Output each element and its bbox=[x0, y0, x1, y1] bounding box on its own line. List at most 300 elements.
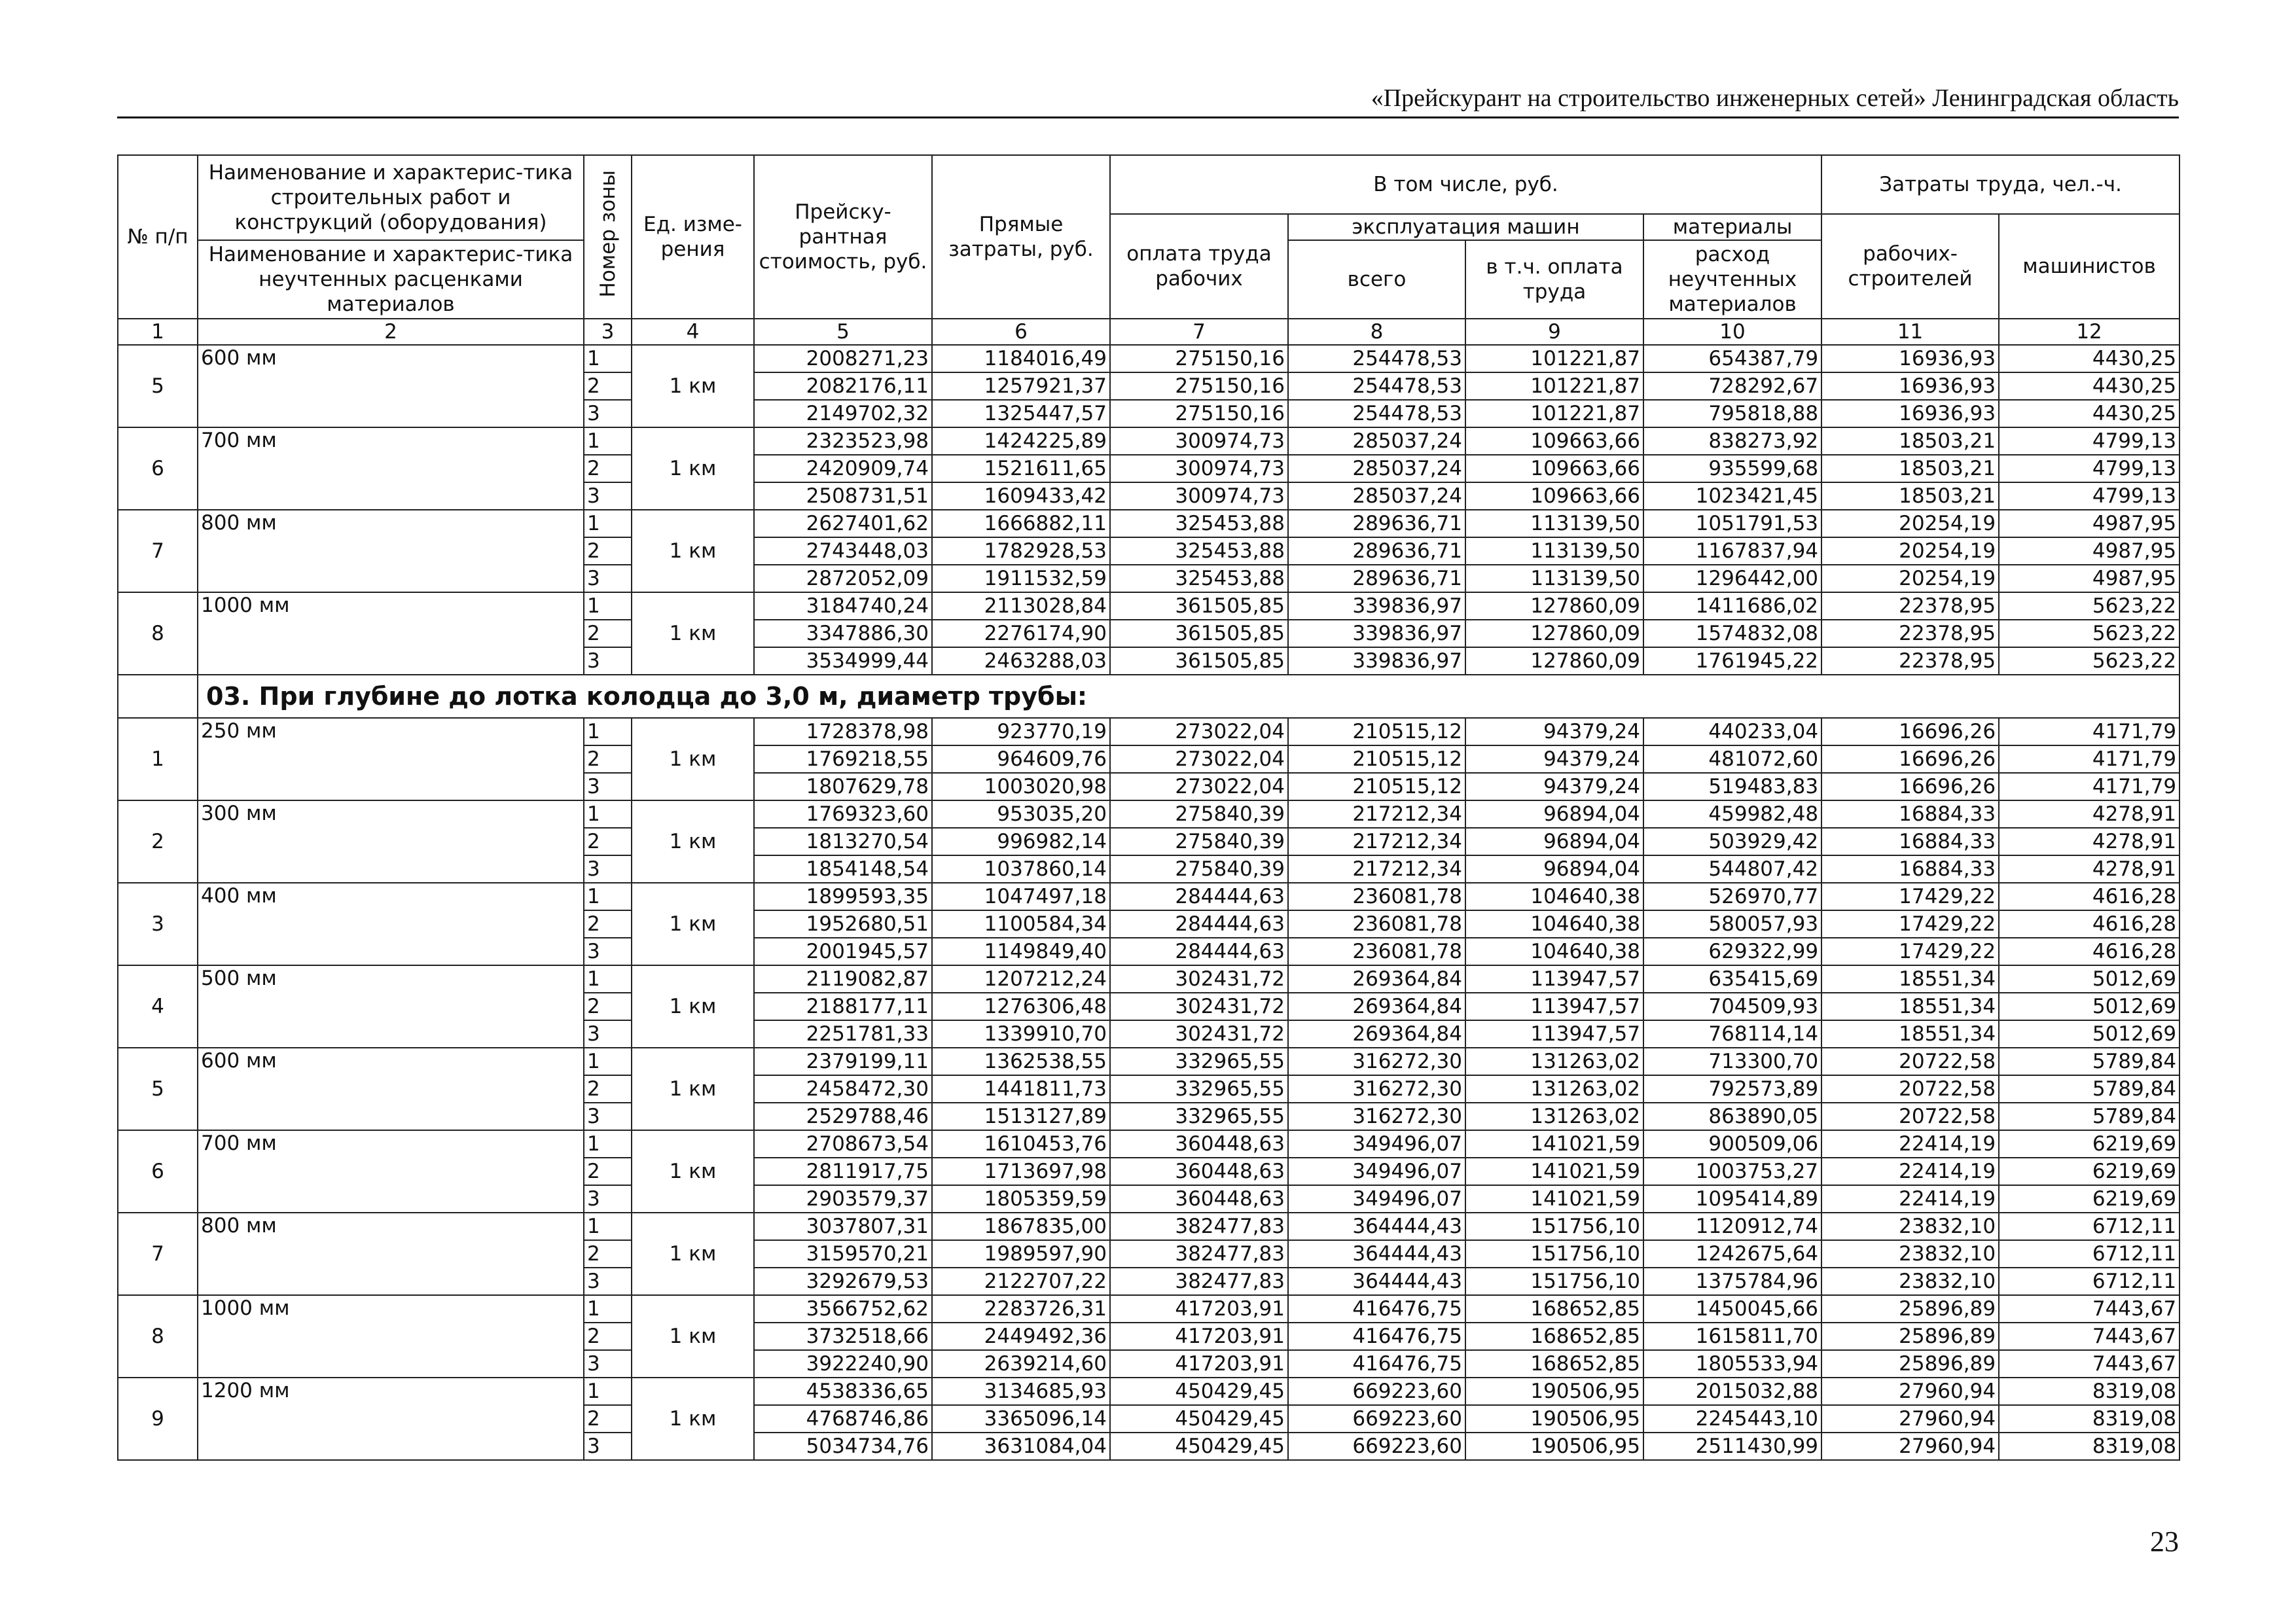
item-name: 250 мм bbox=[198, 718, 584, 800]
price-value: 1899593,35 bbox=[754, 883, 932, 910]
labor-workers-value: 20722,58 bbox=[1821, 1075, 1999, 1103]
wages-value: 450429,45 bbox=[1110, 1433, 1288, 1460]
price-value: 2508731,51 bbox=[754, 482, 932, 510]
machines-wages-value: 109663,66 bbox=[1465, 482, 1643, 510]
direct-cost-value: 3631084,04 bbox=[932, 1433, 1110, 1460]
zone-number: 3 bbox=[584, 938, 632, 965]
labor-machinists-value: 6712,11 bbox=[1999, 1240, 2179, 1268]
labor-machinists-value: 6219,69 bbox=[1999, 1158, 2179, 1185]
wages-value: 325453,88 bbox=[1110, 510, 1288, 537]
price-value: 1854148,54 bbox=[754, 855, 932, 883]
price-value: 1769218,55 bbox=[754, 745, 932, 773]
machines-wages-value: 127860,09 bbox=[1465, 647, 1643, 675]
machines-wages-value: 104640,38 bbox=[1465, 938, 1643, 965]
direct-cost-value: 1513127,89 bbox=[932, 1103, 1110, 1130]
machines-wages-value: 190506,95 bbox=[1465, 1405, 1643, 1433]
item-name: 700 мм bbox=[198, 1130, 584, 1213]
materials-value: 440233,04 bbox=[1643, 718, 1821, 745]
machines-total-value: 364444,43 bbox=[1288, 1240, 1465, 1268]
direct-cost-value: 2463288,03 bbox=[932, 647, 1110, 675]
zone-number: 3 bbox=[584, 1103, 632, 1130]
labor-workers-value: 27960,94 bbox=[1821, 1405, 1999, 1433]
unit-label: 1 км bbox=[632, 965, 754, 1048]
labor-machinists-value: 4171,79 bbox=[1999, 745, 2179, 773]
machines-wages-value: 168652,85 bbox=[1465, 1323, 1643, 1350]
labor-machinists-value: 4799,13 bbox=[1999, 427, 2179, 455]
direct-cost-value: 2283726,31 bbox=[932, 1295, 1110, 1323]
header-machines-wages: в т.ч. оплата труда bbox=[1465, 240, 1643, 319]
header-rule bbox=[117, 116, 2179, 118]
machines-total-value: 269364,84 bbox=[1288, 965, 1465, 993]
direct-cost-value: 1362538,55 bbox=[932, 1048, 1110, 1075]
machines-wages-value: 141021,59 bbox=[1465, 1185, 1643, 1213]
zone-number: 3 bbox=[584, 1350, 632, 1378]
machines-total-value: 217212,34 bbox=[1288, 800, 1465, 828]
direct-cost-value: 1207212,24 bbox=[932, 965, 1110, 993]
labor-workers-value: 23832,10 bbox=[1821, 1240, 1999, 1268]
table-row bbox=[118, 1378, 2179, 1405]
materials-value: 503929,42 bbox=[1643, 828, 1821, 855]
materials-value: 728292,67 bbox=[1643, 372, 1821, 400]
direct-cost-value: 1441811,73 bbox=[932, 1075, 1110, 1103]
header-labor-workers: рабочих-строителей bbox=[1821, 214, 1999, 319]
price-value: 2903579,37 bbox=[754, 1185, 932, 1213]
header-incl: В том числе, руб. bbox=[1110, 155, 1821, 214]
machines-wages-value: 113139,50 bbox=[1465, 565, 1643, 592]
direct-cost-value: 1100584,34 bbox=[932, 910, 1110, 938]
direct-cost-value: 996982,14 bbox=[932, 828, 1110, 855]
direct-cost-value: 1911532,59 bbox=[932, 565, 1110, 592]
materials-value: 1296442,00 bbox=[1643, 565, 1821, 592]
materials-value: 519483,83 bbox=[1643, 773, 1821, 800]
materials-value: 635415,69 bbox=[1643, 965, 1821, 993]
wages-value: 284444,63 bbox=[1110, 910, 1288, 938]
row-index: 9 bbox=[118, 1378, 198, 1460]
price-value: 2529788,46 bbox=[754, 1103, 932, 1130]
wages-value: 275150,16 bbox=[1110, 400, 1288, 427]
materials-value: 2015032,88 bbox=[1643, 1378, 1821, 1405]
section-row bbox=[118, 675, 2179, 718]
materials-value: 1023421,45 bbox=[1643, 482, 1821, 510]
labor-workers-value: 25896,89 bbox=[1821, 1295, 1999, 1323]
labor-workers-value: 18503,21 bbox=[1821, 482, 1999, 510]
labor-workers-value: 16884,33 bbox=[1821, 800, 1999, 828]
col-number: 2 bbox=[198, 319, 584, 345]
machines-wages-value: 151756,10 bbox=[1465, 1213, 1643, 1240]
zone-number: 1 bbox=[584, 1378, 632, 1405]
header-name-top: Наименование и характерис-тика строительных работ и конструкций (оборудования) bbox=[198, 155, 584, 240]
unit-label: 1 км bbox=[632, 800, 754, 883]
labor-workers-value: 17429,22 bbox=[1821, 883, 1999, 910]
labor-workers-value: 27960,94 bbox=[1821, 1433, 1999, 1460]
price-value: 2811917,75 bbox=[754, 1158, 932, 1185]
machines-wages-value: 127860,09 bbox=[1465, 592, 1643, 620]
machines-total-value: 217212,34 bbox=[1288, 855, 1465, 883]
col-number: 9 bbox=[1465, 319, 1643, 345]
materials-value: 1761945,22 bbox=[1643, 647, 1821, 675]
row-index: 7 bbox=[118, 510, 198, 592]
machines-wages-value: 94379,24 bbox=[1465, 773, 1643, 800]
direct-cost-value: 953035,20 bbox=[932, 800, 1110, 828]
machines-wages-value: 113947,57 bbox=[1465, 965, 1643, 993]
zone-number: 1 bbox=[584, 800, 632, 828]
labor-workers-value: 25896,89 bbox=[1821, 1323, 1999, 1350]
machines-wages-value: 141021,59 bbox=[1465, 1158, 1643, 1185]
zone-number: 2 bbox=[584, 745, 632, 773]
item-name: 300 мм bbox=[198, 800, 584, 883]
item-name: 1000 мм bbox=[198, 1295, 584, 1378]
direct-cost-value: 1003020,98 bbox=[932, 773, 1110, 800]
table-body bbox=[118, 345, 2179, 1460]
labor-workers-value: 22414,19 bbox=[1821, 1158, 1999, 1185]
machines-total-value: 349496,07 bbox=[1288, 1130, 1465, 1158]
machines-total-value: 364444,43 bbox=[1288, 1268, 1465, 1295]
materials-value: 795818,88 bbox=[1643, 400, 1821, 427]
machines-total-value: 289636,71 bbox=[1288, 510, 1465, 537]
wages-value: 450429,45 bbox=[1110, 1405, 1288, 1433]
direct-cost-value: 1867835,00 bbox=[932, 1213, 1110, 1240]
row-index: 6 bbox=[118, 1130, 198, 1213]
materials-value: 1574832,08 bbox=[1643, 620, 1821, 647]
direct-cost-value: 1713697,98 bbox=[932, 1158, 1110, 1185]
direct-cost-value: 1782928,53 bbox=[932, 537, 1110, 565]
labor-workers-value: 16936,93 bbox=[1821, 400, 1999, 427]
col-number: 3 bbox=[584, 319, 632, 345]
item-name: 700 мм bbox=[198, 427, 584, 510]
labor-machinists-value: 5789,84 bbox=[1999, 1103, 2179, 1130]
zone-number: 1 bbox=[584, 345, 632, 372]
labor-machinists-value: 6712,11 bbox=[1999, 1213, 2179, 1240]
table-row bbox=[118, 1130, 2179, 1158]
machines-total-value: 669223,60 bbox=[1288, 1405, 1465, 1433]
table-row bbox=[118, 1213, 2179, 1240]
price-value: 2420909,74 bbox=[754, 455, 932, 482]
zone-number: 2 bbox=[584, 1240, 632, 1268]
machines-total-value: 210515,12 bbox=[1288, 718, 1465, 745]
header-labor: Затраты труда, чел.-ч. bbox=[1821, 155, 2179, 214]
machines-wages-value: 190506,95 bbox=[1465, 1433, 1643, 1460]
price-value: 2251781,33 bbox=[754, 1020, 932, 1048]
zone-number: 3 bbox=[584, 1020, 632, 1048]
price-value: 2008271,23 bbox=[754, 345, 932, 372]
machines-wages-value: 168652,85 bbox=[1465, 1295, 1643, 1323]
wages-value: 361505,85 bbox=[1110, 647, 1288, 675]
labor-machinists-value: 4799,13 bbox=[1999, 482, 2179, 510]
row-index: 3 bbox=[118, 883, 198, 965]
unit-label: 1 км bbox=[632, 592, 754, 675]
zone-number: 3 bbox=[584, 482, 632, 510]
header-materials-unacc: расход неучтенных материалов bbox=[1643, 240, 1821, 319]
price-value: 2743448,03 bbox=[754, 537, 932, 565]
materials-value: 1242675,64 bbox=[1643, 1240, 1821, 1268]
direct-cost-value: 1805359,59 bbox=[932, 1185, 1110, 1213]
wages-value: 275840,39 bbox=[1110, 828, 1288, 855]
wages-value: 382477,83 bbox=[1110, 1240, 1288, 1268]
direct-cost-value: 1609433,42 bbox=[932, 482, 1110, 510]
unit-label: 1 км bbox=[632, 510, 754, 592]
wages-value: 361505,85 bbox=[1110, 592, 1288, 620]
machines-total-value: 316272,30 bbox=[1288, 1103, 1465, 1130]
machines-wages-value: 94379,24 bbox=[1465, 745, 1643, 773]
direct-cost-value: 3134685,93 bbox=[932, 1378, 1110, 1405]
direct-cost-value: 1424225,89 bbox=[932, 427, 1110, 455]
header-price: Прейску-рантная стоимость, руб. bbox=[754, 155, 932, 319]
price-value: 2188177,11 bbox=[754, 993, 932, 1020]
direct-cost-value: 923770,19 bbox=[932, 718, 1110, 745]
wages-value: 417203,91 bbox=[1110, 1350, 1288, 1378]
wages-value: 275150,16 bbox=[1110, 345, 1288, 372]
materials-value: 1411686,02 bbox=[1643, 592, 1821, 620]
row-index: 7 bbox=[118, 1213, 198, 1295]
item-name: 500 мм bbox=[198, 965, 584, 1048]
item-name: 1000 мм bbox=[198, 592, 584, 675]
col-number: 1 bbox=[118, 319, 198, 345]
machines-total-value: 285037,24 bbox=[1288, 455, 1465, 482]
zone-number: 3 bbox=[584, 855, 632, 883]
col-number: 10 bbox=[1643, 319, 1821, 345]
table-row bbox=[118, 718, 2179, 745]
wages-value: 273022,04 bbox=[1110, 773, 1288, 800]
wages-value: 450429,45 bbox=[1110, 1378, 1288, 1405]
zone-number: 2 bbox=[584, 537, 632, 565]
materials-value: 2245443,10 bbox=[1643, 1405, 1821, 1433]
direct-cost-value: 1276306,48 bbox=[932, 993, 1110, 1020]
machines-total-value: 669223,60 bbox=[1288, 1378, 1465, 1405]
header-wages: оплата труда рабочих bbox=[1110, 214, 1288, 319]
labor-workers-value: 20722,58 bbox=[1821, 1103, 1999, 1130]
price-value: 3347886,30 bbox=[754, 620, 932, 647]
row-index: 8 bbox=[118, 1295, 198, 1378]
zone-number: 3 bbox=[584, 565, 632, 592]
labor-workers-value: 18551,34 bbox=[1821, 1020, 1999, 1048]
table-row bbox=[118, 427, 2179, 455]
running-header: «Прейскурант на строительство инженерных сетей» Ленинградская область bbox=[1371, 84, 2179, 112]
machines-total-value: 254478,53 bbox=[1288, 400, 1465, 427]
row-index: 6 bbox=[118, 427, 198, 510]
unit-label: 1 км bbox=[632, 1213, 754, 1295]
zone-number: 1 bbox=[584, 592, 632, 620]
labor-workers-value: 16884,33 bbox=[1821, 828, 1999, 855]
labor-machinists-value: 4430,25 bbox=[1999, 372, 2179, 400]
labor-machinists-value: 5012,69 bbox=[1999, 993, 2179, 1020]
direct-cost-value: 2113028,84 bbox=[932, 592, 1110, 620]
machines-total-value: 217212,34 bbox=[1288, 828, 1465, 855]
direct-cost-value: 964609,76 bbox=[932, 745, 1110, 773]
wages-value: 275150,16 bbox=[1110, 372, 1288, 400]
wages-value: 273022,04 bbox=[1110, 718, 1288, 745]
unit-label: 1 км bbox=[632, 883, 754, 965]
labor-workers-value: 17429,22 bbox=[1821, 910, 1999, 938]
machines-total-value: 210515,12 bbox=[1288, 745, 1465, 773]
materials-value: 481072,60 bbox=[1643, 745, 1821, 773]
materials-value: 900509,06 bbox=[1643, 1130, 1821, 1158]
machines-total-value: 254478,53 bbox=[1288, 345, 1465, 372]
labor-machinists-value: 4987,95 bbox=[1999, 565, 2179, 592]
labor-machinists-value: 4278,91 bbox=[1999, 855, 2179, 883]
labor-workers-value: 20254,19 bbox=[1821, 510, 1999, 537]
direct-cost-value: 2276174,90 bbox=[932, 620, 1110, 647]
labor-machinists-value: 5012,69 bbox=[1999, 965, 2179, 993]
item-name: 600 мм bbox=[198, 1048, 584, 1130]
row-index: 8 bbox=[118, 592, 198, 675]
machines-total-value: 316272,30 bbox=[1288, 1075, 1465, 1103]
wages-value: 273022,04 bbox=[1110, 745, 1288, 773]
table-row bbox=[118, 1295, 2179, 1323]
machines-wages-value: 151756,10 bbox=[1465, 1268, 1643, 1295]
price-value: 1728378,98 bbox=[754, 718, 932, 745]
labor-machinists-value: 5623,22 bbox=[1999, 620, 2179, 647]
labor-machinists-value: 4987,95 bbox=[1999, 537, 2179, 565]
machines-total-value: 364444,43 bbox=[1288, 1213, 1465, 1240]
section-spacer bbox=[118, 675, 198, 718]
labor-machinists-value: 8319,08 bbox=[1999, 1378, 2179, 1405]
item-name: 1200 мм bbox=[198, 1378, 584, 1460]
labor-workers-value: 20254,19 bbox=[1821, 565, 1999, 592]
direct-cost-value: 1521611,65 bbox=[932, 455, 1110, 482]
labor-workers-value: 22414,19 bbox=[1821, 1130, 1999, 1158]
materials-value: 1120912,74 bbox=[1643, 1213, 1821, 1240]
materials-value: 1805533,94 bbox=[1643, 1350, 1821, 1378]
labor-machinists-value: 6219,69 bbox=[1999, 1130, 2179, 1158]
machines-wages-value: 104640,38 bbox=[1465, 910, 1643, 938]
machines-wages-value: 101221,87 bbox=[1465, 372, 1643, 400]
direct-cost-value: 2449492,36 bbox=[932, 1323, 1110, 1350]
price-value: 1952680,51 bbox=[754, 910, 932, 938]
machines-wages-value: 96894,04 bbox=[1465, 800, 1643, 828]
materials-value: 629322,99 bbox=[1643, 938, 1821, 965]
price-value: 2627401,62 bbox=[754, 510, 932, 537]
materials-value: 768114,14 bbox=[1643, 1020, 1821, 1048]
labor-workers-value: 16884,33 bbox=[1821, 855, 1999, 883]
row-index: 5 bbox=[118, 1048, 198, 1130]
header-direct: Прямые затраты, руб. bbox=[932, 155, 1110, 319]
materials-value: 1615811,70 bbox=[1643, 1323, 1821, 1350]
item-name: 600 мм bbox=[198, 345, 584, 427]
zone-number: 2 bbox=[584, 993, 632, 1020]
machines-total-value: 339836,97 bbox=[1288, 592, 1465, 620]
labor-workers-value: 23832,10 bbox=[1821, 1268, 1999, 1295]
table-row bbox=[118, 965, 2179, 993]
zone-number: 1 bbox=[584, 965, 632, 993]
price-value: 3534999,44 bbox=[754, 647, 932, 675]
machines-wages-value: 96894,04 bbox=[1465, 828, 1643, 855]
header-machines: эксплуатация машин bbox=[1288, 214, 1643, 240]
labor-workers-value: 22378,95 bbox=[1821, 620, 1999, 647]
direct-cost-value: 1037860,14 bbox=[932, 855, 1110, 883]
header-zone-label: Номер зоны bbox=[596, 170, 620, 298]
machines-total-value: 349496,07 bbox=[1288, 1185, 1465, 1213]
materials-value: 526970,77 bbox=[1643, 883, 1821, 910]
price-value: 3292679,53 bbox=[754, 1268, 932, 1295]
wages-value: 417203,91 bbox=[1110, 1295, 1288, 1323]
machines-wages-value: 113139,50 bbox=[1465, 537, 1643, 565]
zone-number: 2 bbox=[584, 828, 632, 855]
unit-label: 1 км bbox=[632, 1378, 754, 1460]
header-name-bottom: Наименование и характерис-тика неучтенных расценками материалов bbox=[198, 240, 584, 319]
machines-wages-value: 104640,38 bbox=[1465, 883, 1643, 910]
machines-total-value: 236081,78 bbox=[1288, 883, 1465, 910]
labor-machinists-value: 4278,91 bbox=[1999, 800, 2179, 828]
table-row bbox=[118, 345, 2179, 372]
machines-wages-value: 109663,66 bbox=[1465, 427, 1643, 455]
unit-label: 1 км bbox=[632, 718, 754, 800]
unit-label: 1 км bbox=[632, 427, 754, 510]
price-value: 3922240,90 bbox=[754, 1350, 932, 1378]
materials-value: 1450045,66 bbox=[1643, 1295, 1821, 1323]
machines-total-value: 416476,75 bbox=[1288, 1350, 1465, 1378]
machines-wages-value: 131263,02 bbox=[1465, 1103, 1643, 1130]
machines-wages-value: 113139,50 bbox=[1465, 510, 1643, 537]
materials-value: 838273,92 bbox=[1643, 427, 1821, 455]
machines-total-value: 416476,75 bbox=[1288, 1295, 1465, 1323]
table-row bbox=[118, 592, 2179, 620]
labor-machinists-value: 5623,22 bbox=[1999, 592, 2179, 620]
zone-number: 2 bbox=[584, 1075, 632, 1103]
price-value: 5034734,76 bbox=[754, 1433, 932, 1460]
zone-number: 1 bbox=[584, 1048, 632, 1075]
labor-machinists-value: 4616,28 bbox=[1999, 938, 2179, 965]
labor-machinists-value: 7443,67 bbox=[1999, 1323, 2179, 1350]
direct-cost-value: 1666882,11 bbox=[932, 510, 1110, 537]
labor-workers-value: 18551,34 bbox=[1821, 993, 1999, 1020]
machines-wages-value: 127860,09 bbox=[1465, 620, 1643, 647]
direct-cost-value: 1989597,90 bbox=[932, 1240, 1110, 1268]
unit-label: 1 км bbox=[632, 345, 754, 427]
row-index: 4 bbox=[118, 965, 198, 1048]
labor-machinists-value: 4987,95 bbox=[1999, 510, 2179, 537]
machines-wages-value: 101221,87 bbox=[1465, 345, 1643, 372]
machines-wages-value: 101221,87 bbox=[1465, 400, 1643, 427]
row-index: 2 bbox=[118, 800, 198, 883]
machines-wages-value: 141021,59 bbox=[1465, 1130, 1643, 1158]
zone-number: 2 bbox=[584, 620, 632, 647]
direct-cost-value: 1610453,76 bbox=[932, 1130, 1110, 1158]
machines-wages-value: 131263,02 bbox=[1465, 1075, 1643, 1103]
table-row bbox=[118, 1048, 2179, 1075]
zone-number: 1 bbox=[584, 1295, 632, 1323]
price-value: 2379199,11 bbox=[754, 1048, 932, 1075]
machines-total-value: 669223,60 bbox=[1288, 1433, 1465, 1460]
wages-value: 275840,39 bbox=[1110, 800, 1288, 828]
machines-wages-value: 94379,24 bbox=[1465, 718, 1643, 745]
materials-value: 459982,48 bbox=[1643, 800, 1821, 828]
machines-total-value: 236081,78 bbox=[1288, 910, 1465, 938]
machines-total-value: 269364,84 bbox=[1288, 1020, 1465, 1048]
labor-machinists-value: 6219,69 bbox=[1999, 1185, 2179, 1213]
zone-number: 3 bbox=[584, 1433, 632, 1460]
machines-total-value: 285037,24 bbox=[1288, 427, 1465, 455]
zone-number: 3 bbox=[584, 1268, 632, 1295]
unit-label: 1 км bbox=[632, 1048, 754, 1130]
labor-workers-value: 16696,26 bbox=[1821, 745, 1999, 773]
direct-cost-value: 1184016,49 bbox=[932, 345, 1110, 372]
labor-workers-value: 22378,95 bbox=[1821, 592, 1999, 620]
table-header bbox=[118, 155, 2179, 345]
labor-machinists-value: 8319,08 bbox=[1999, 1405, 2179, 1433]
labor-workers-value: 20722,58 bbox=[1821, 1048, 1999, 1075]
machines-wages-value: 190506,95 bbox=[1465, 1378, 1643, 1405]
table-row bbox=[118, 800, 2179, 828]
header-materials: материалы bbox=[1643, 214, 1821, 240]
materials-value: 792573,89 bbox=[1643, 1075, 1821, 1103]
wages-value: 300974,73 bbox=[1110, 427, 1288, 455]
labor-machinists-value: 4171,79 bbox=[1999, 718, 2179, 745]
header-labor-machinists: машинистов bbox=[1999, 214, 2179, 319]
col-number: 4 bbox=[632, 319, 754, 345]
machines-total-value: 285037,24 bbox=[1288, 482, 1465, 510]
price-value: 2001945,57 bbox=[754, 938, 932, 965]
price-value: 1807629,78 bbox=[754, 773, 932, 800]
